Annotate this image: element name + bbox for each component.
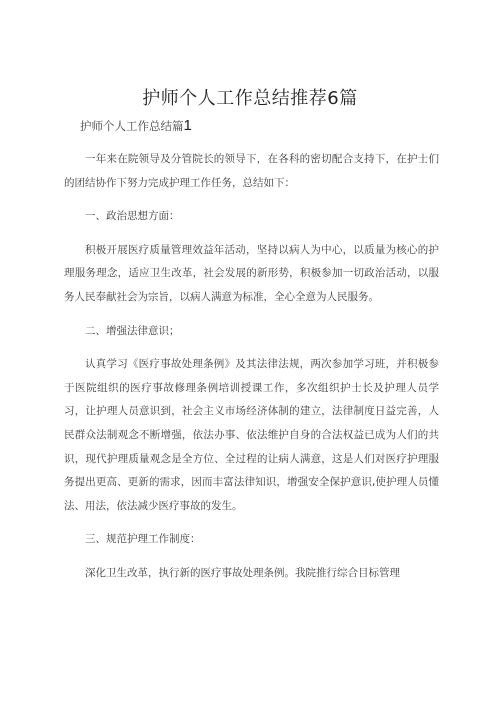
paragraph: 一年来在院领导及分管院长的领导下，在各科的密切配合支持下，在护士们的团结协作下努力完成护理工作任务，总结如下： [64,153,439,189]
section-heading: 三、规范护理工作制度： [85,533,201,546]
paragraph: 认真学习《医疗事故处理条例》及其法律法规，两次参加学习班，并积极参于医院组织的医疗事故修理条例培训授课工作，多次组织护士长及护理人员学习，让护理人员意识到，社会主义市场经济体制的建立，法律制度日益完善，人民群众法制观念不断增强，依法办事、依法维护自身的合法权益已成为人们的共识，现代护理质量观念是全方位、全过程的让病人满意，这是人们对医疗护理服务提出更高、更新的需求，因而丰富法律知识，增强安全保护意识,使护理人员懂法、用法，依法减少医疗事故的发生。 [64,358,439,512]
subtitle-number: 1 [183,117,192,134]
section-subtitle [80,117,192,134]
subtitle-text: 护师个人工作总结篇 [80,119,184,133]
paragraph: 积极开展医疗质量管理效益年活动，坚持以病人为中心，以质量为核心的护理服务理念，适应卫生改革，社会发展的新形势，积极参加一切政治活动，以服务人民奉献社会为宗旨，以病人满意为标准，全心全意为人民服务。 [64,243,439,303]
paragraph: 深化卫生改革，执行新的医疗事故处理条例。我院推行综合目标管理 [85,566,400,579]
section-heading: 一、政治思想方面： [85,210,180,223]
document-body [64,148,439,586]
section-heading: 二、增强法律意识； [85,324,180,337]
page-title: 护师个人工作总结推荐6篇 [142,88,358,109]
